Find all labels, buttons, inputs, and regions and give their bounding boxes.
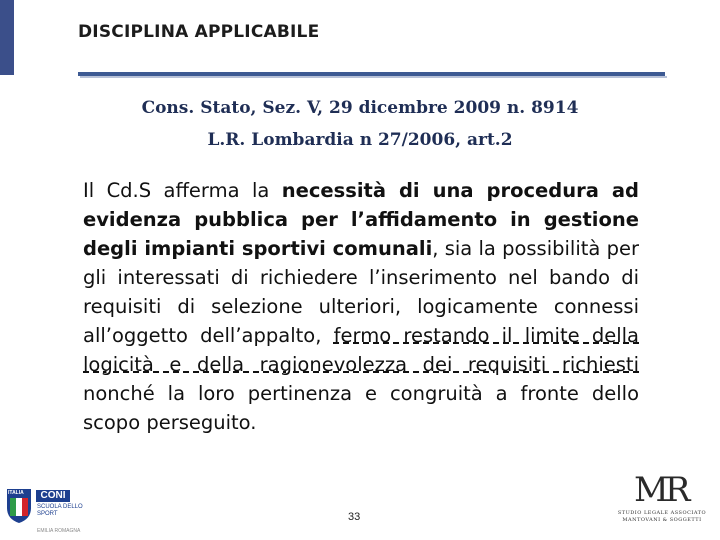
body-paragraph: [83, 176, 639, 437]
subtitle-reference-2: L.R. Lombardia n 27/2006, art.2: [207, 130, 513, 150]
body-text-part-2: , sia la possibilità per gli interessati di richiedere l’inserimento nel bando di requisiti di selezione ulteriori, logicamente connessi all’oggetto dell’appalto,: [83, 237, 639, 347]
coni-region: EMILIA ROMAGNA: [37, 528, 81, 534]
coni-italia-label: ITALIA: [8, 490, 24, 496]
coni-school: SCUOLA DELLO SPORT: [37, 504, 83, 517]
body-underlined-text: fermo restando il limite della logicità e della ragionevolezza dei requisiti richiesti: [83, 324, 640, 376]
studio-caption: [612, 510, 712, 524]
title-rule-shadow: [80, 76, 667, 78]
body-bold-text: necessità di una procedura ad evidenza pubblica per l’affidamento in gestione degli impianti sportivi comunali: [83, 179, 640, 260]
coni-name: CONI: [36, 490, 70, 502]
studio-caption-line-1: STUDIO LEGALE ASSOCIATO: [617, 510, 707, 516]
body-text-part-1: Il Cd.S afferma la: [83, 179, 282, 202]
body-text-part-3: nonché la loro pertinenza e congruità a fronte dello scopo perseguito.: [83, 382, 639, 434]
page-title: DISCIPLINA APPLICABILE: [78, 22, 320, 42]
page-number: 33: [348, 511, 361, 523]
accent-bar: [0, 0, 14, 75]
coni-logo: [4, 488, 90, 538]
studio-monogram: MR: [634, 470, 687, 510]
studio-logo: [612, 470, 712, 536]
subtitle-reference-1: Cons. Stato, Sez. V, 29 dicembre 2009 n. 8914: [141, 98, 579, 118]
studio-caption-line-2: MANTOVANI & SOGGETTI: [622, 517, 702, 523]
